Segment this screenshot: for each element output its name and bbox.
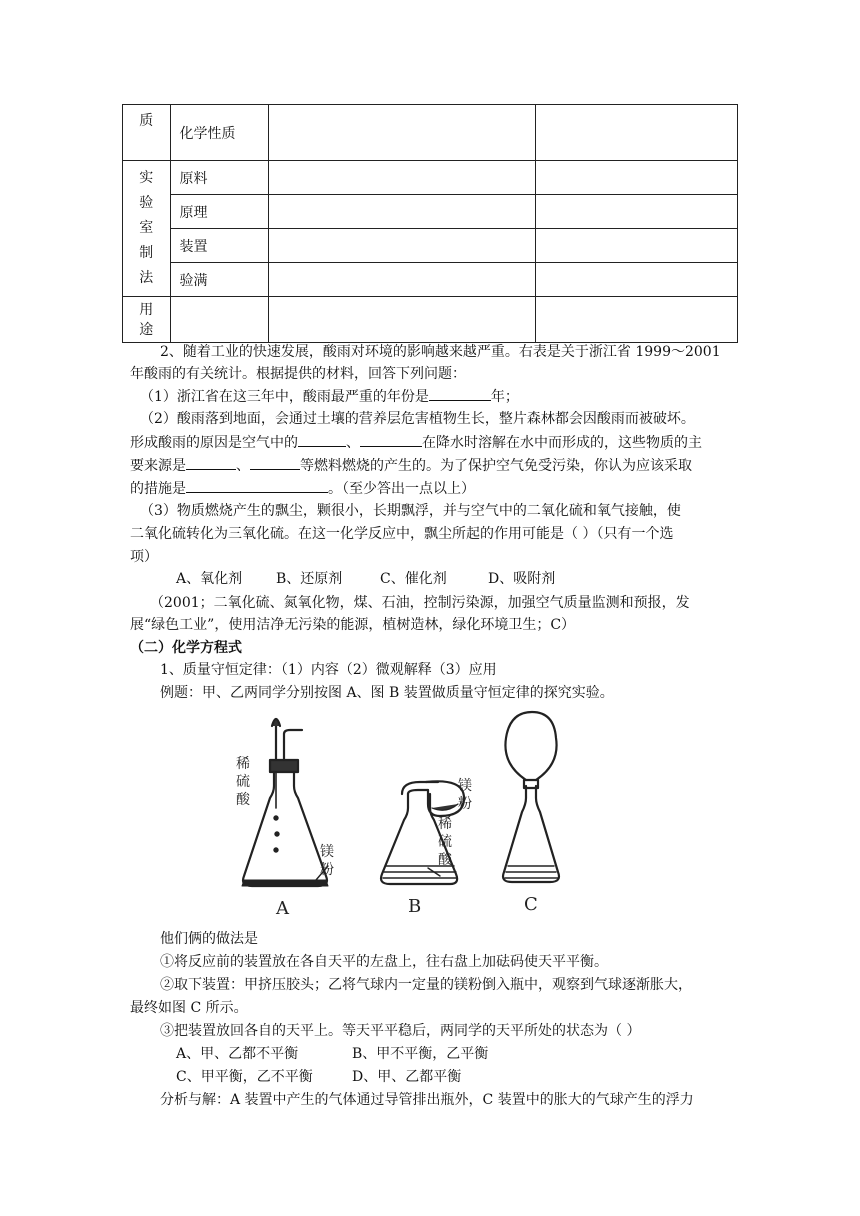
sub-question-2: （2）酸雨落到地面，会通过土壤的营养层危害植物生长，整片森林都会因酸雨而被破坏。 bbox=[140, 411, 695, 427]
option-a: A、氧化剂 bbox=[176, 571, 243, 587]
answer-blank[interactable] bbox=[186, 454, 236, 470]
option-d: D、吸附剂 bbox=[488, 571, 556, 587]
vertical-char: 用 bbox=[139, 301, 154, 318]
vertical-char: 法 bbox=[139, 270, 154, 286]
table-sub-cell: 验满 bbox=[170, 263, 268, 297]
table-sub-cell: 装置 bbox=[170, 229, 268, 263]
table-row bbox=[123, 263, 738, 297]
table-sub-cell: 原理 bbox=[170, 195, 268, 229]
figure-label-c: C bbox=[524, 894, 538, 915]
answer-blank[interactable] bbox=[429, 385, 491, 401]
table-cell bbox=[268, 297, 535, 343]
table-cell bbox=[535, 229, 737, 263]
sub-question-2-cont: 的措施是 。（至少答出一点以上） bbox=[130, 477, 475, 500]
properties-table bbox=[122, 104, 738, 343]
sub-question-1: （1）浙江省在这三年中，酸雨最严重的年份是 年； bbox=[140, 385, 519, 408]
table-cell bbox=[268, 161, 535, 195]
answer-text-cont: 展“绿色工业”，使用洁净无污染的能源，植树造林，绿化环境卫生；C） bbox=[130, 617, 576, 633]
label-b-powder: 镁粉 bbox=[458, 778, 472, 812]
vertical-char: 途 bbox=[139, 321, 154, 338]
choice-d: D、甲、乙都平衡 bbox=[352, 1069, 462, 1085]
table-row bbox=[123, 195, 738, 229]
label-a-acid: 稀硫酸 bbox=[236, 756, 250, 808]
vertical-char: 验 bbox=[139, 195, 154, 211]
section-title: （二）化学方程式 bbox=[130, 640, 242, 656]
vertical-category-text bbox=[123, 300, 170, 340]
vertical-category-text bbox=[123, 166, 170, 291]
table-cell bbox=[535, 105, 737, 161]
procedure-intro: 他们俩的做法是 bbox=[160, 931, 258, 947]
table-cell bbox=[535, 161, 737, 195]
choice-b: B、甲不平衡，乙平衡 bbox=[352, 1046, 489, 1062]
option-c: C、催化剂 bbox=[380, 571, 447, 587]
vertical-char: 实 bbox=[139, 170, 154, 186]
figure-label-a: A bbox=[276, 898, 289, 918]
choice-a: A、甲、乙都不平衡 bbox=[176, 1046, 299, 1062]
sub-question-2-cont: 形成酸雨的原因是空气中的 、 在降水时溶解在水中而形成的，这些物质的主 bbox=[130, 431, 702, 454]
choice-c: C、甲平衡，乙不平衡 bbox=[176, 1069, 313, 1085]
table-cell bbox=[535, 263, 737, 297]
label-a-powder: 镁粉 bbox=[320, 844, 334, 878]
question-2-intro-cont: 年酸雨的有关统计。根据提供的材料，回答下列问题： bbox=[130, 366, 466, 382]
answer-blank[interactable] bbox=[250, 454, 300, 470]
vertical-char: 制 bbox=[139, 245, 154, 261]
table-cell bbox=[268, 195, 535, 229]
label-b-acid: 稀硫酸 bbox=[438, 816, 452, 868]
table-sub-cell: 原料 bbox=[170, 161, 268, 195]
answer-blank[interactable] bbox=[360, 431, 422, 447]
table-category-cell bbox=[123, 297, 171, 343]
sub-question-3: （3）物质燃烧产生的飘尘，颗很小，长期飘浮，并与空气中的二氧化硫和氧气接触，使 bbox=[140, 503, 681, 519]
analysis-text: 分析与解：A 装置中产生的气体通过导管排出瓶外，C 装置中的胀大的气球产生的浮力 bbox=[160, 1092, 694, 1108]
table-cell bbox=[268, 263, 535, 297]
vertical-char: 室 bbox=[139, 220, 154, 236]
figure-label-b: B bbox=[408, 896, 422, 917]
answer-blank[interactable] bbox=[298, 431, 346, 447]
table-cell bbox=[268, 229, 535, 263]
table-sub-cell: 化学性质 bbox=[170, 105, 268, 161]
sub-question-2-cont: 要来源是 、 等燃料燃烧的产生的。为了保护空气免受污染，你认为应该采取 bbox=[130, 454, 692, 477]
table-sub-cell bbox=[170, 297, 268, 343]
example-text: 例题：甲、乙两同学分别按图 A、图 B 装置做质量守恒定律的探究实验。 bbox=[160, 685, 614, 701]
table-row bbox=[123, 297, 738, 343]
table-row bbox=[123, 161, 738, 195]
table-cell bbox=[268, 105, 535, 161]
procedure-step-1: ①将反应前的装置放在各自天平的左盘上，往右盘上加砝码使天平平衡。 bbox=[160, 954, 608, 970]
sub-question-3-cont: 二氧化硫转化为三氧化硫。在这一化学反应中，飘尘所起的作用可能是（ ）（只有一个选 bbox=[130, 526, 674, 542]
table-cell bbox=[535, 195, 737, 229]
procedure-step-2-cont: 最终如图 C 所示。 bbox=[130, 1000, 248, 1016]
sub-question-3-cont: 项） bbox=[130, 549, 158, 565]
answer-blank[interactable] bbox=[186, 477, 328, 493]
option-b: B、还原剂 bbox=[276, 571, 343, 587]
answer-text: （2001；二氧化硫、氮氧化物，煤、石油，控制污染源，加强空气质量监测和预报，发 bbox=[150, 595, 690, 611]
flask-c bbox=[503, 712, 559, 882]
table-row bbox=[123, 105, 738, 161]
question-2-intro: 2、随着工业的快速发展，酸雨对环境的影响越来越严重。右表是关于浙江省 1999～2001 bbox=[160, 344, 721, 360]
table-category-cell: 质 bbox=[123, 105, 171, 161]
experiment-figure bbox=[232, 708, 564, 918]
procedure-step-3: ③把装置放回各自的天平上。等天平平稳后，两同学的天平所处的状态为（ ） bbox=[160, 1023, 641, 1039]
table-category-cell bbox=[123, 161, 171, 297]
procedure-step-2: ②取下装置：甲挤压胶头；乙将气球内一定量的镁粉倒入瓶中，观察到气球逐渐胀大， bbox=[160, 977, 692, 993]
flask-b bbox=[381, 781, 464, 884]
flask-a bbox=[242, 719, 328, 886]
section-item-1: 1、质量守恒定律：（1）内容（2）微观解释（3）应用 bbox=[160, 662, 497, 678]
table-row bbox=[123, 229, 738, 263]
table-cell bbox=[535, 297, 737, 343]
